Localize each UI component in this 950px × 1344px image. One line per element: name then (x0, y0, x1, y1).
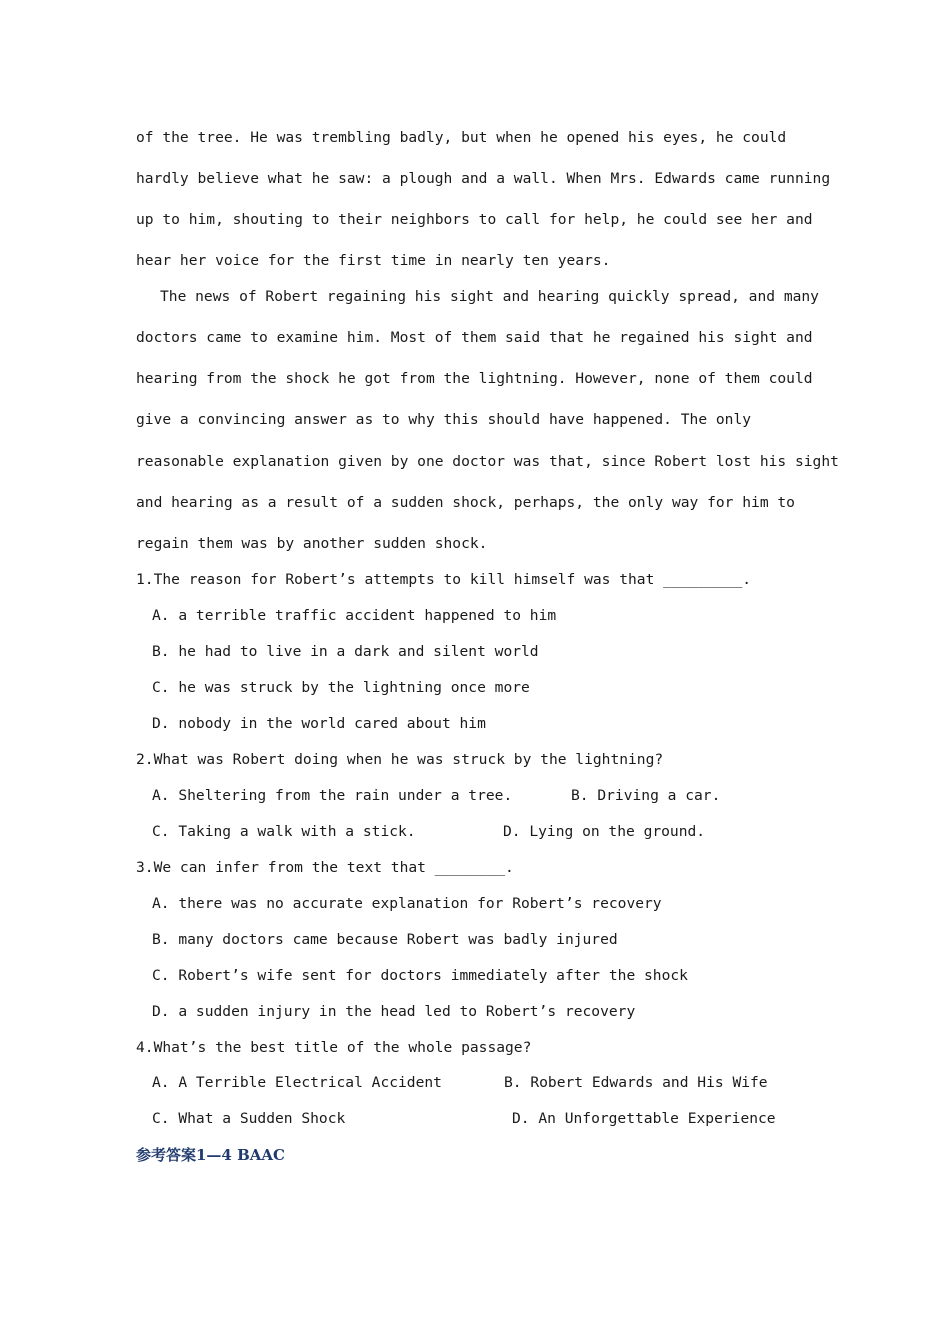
question-option: D. nobody in the world cared about him (152, 715, 486, 732)
passage-line: regain them was by another sudden shock. (136, 535, 488, 552)
answer-key: 参考答案1—4 BAAC (136, 1146, 285, 1164)
question-option: C. Taking a walk with a stick. (152, 823, 416, 840)
question-option: A. there was no accurate explanation for Robert’s recovery (152, 895, 662, 912)
passage-line: hardly believe what he saw: a plough and a wall. When Mrs. Edwards came running (136, 170, 831, 187)
passage-line: doctors came to examine him. Most of them said that he regained his sight and (136, 329, 813, 346)
question-option: B. Robert Edwards and His Wife (504, 1074, 768, 1091)
passage-line: reasonable explanation given by one doctor was that, since Robert lost his sight (136, 453, 839, 470)
passage-line: hear her voice for the first time in nearly ten years. (136, 252, 611, 269)
question-option: C. What a Sudden Shock (152, 1110, 346, 1127)
question-option: C. he was struck by the lightning once more (152, 679, 530, 696)
question-option: B. he had to live in a dark and silent world (152, 643, 539, 660)
question-stem: 3.We can infer from the text that ________. (136, 859, 514, 876)
question-option: C. Robert’s wife sent for doctors immediately after the shock (152, 967, 688, 984)
question-option: A. A Terrible Electrical Accident (152, 1074, 442, 1091)
question-option: B. many doctors came because Robert was badly injured (152, 931, 618, 948)
question-stem: 4.What’s the best title of the whole passage? (136, 1039, 532, 1056)
question-stem: 2.What was Robert doing when he was struck by the lightning? (136, 751, 664, 768)
question-option: B. Driving a car. (571, 787, 721, 804)
passage-line: and hearing as a result of a sudden shock, perhaps, the only way for him to (136, 494, 795, 511)
passage-line: give a convincing answer as to why this should have happened. The only (136, 411, 752, 428)
question-option: D. Lying on the ground. (503, 823, 706, 840)
question-option: A. a terrible traffic accident happened to him (152, 607, 557, 624)
passage-line: hearing from the shock he got from the lightning. However, none of them could (136, 370, 813, 387)
question-option: D. a sudden injury in the head led to Robert’s recovery (152, 1003, 636, 1020)
passage-line: The news of Robert regaining his sight and hearing quickly spread, and many (160, 288, 819, 305)
passage-line: up to him, shouting to their neighbors to call for help, he could see her and (136, 211, 813, 228)
question-option: D. An Unforgettable Experience (512, 1110, 776, 1127)
question-stem: 1.The reason for Robert’s attempts to kill himself was that _________. (136, 571, 752, 588)
passage-line: of the tree. He was trembling badly, but when he opened his eyes, he could (136, 129, 787, 146)
question-option: A. Sheltering from the rain under a tree. (152, 787, 513, 804)
